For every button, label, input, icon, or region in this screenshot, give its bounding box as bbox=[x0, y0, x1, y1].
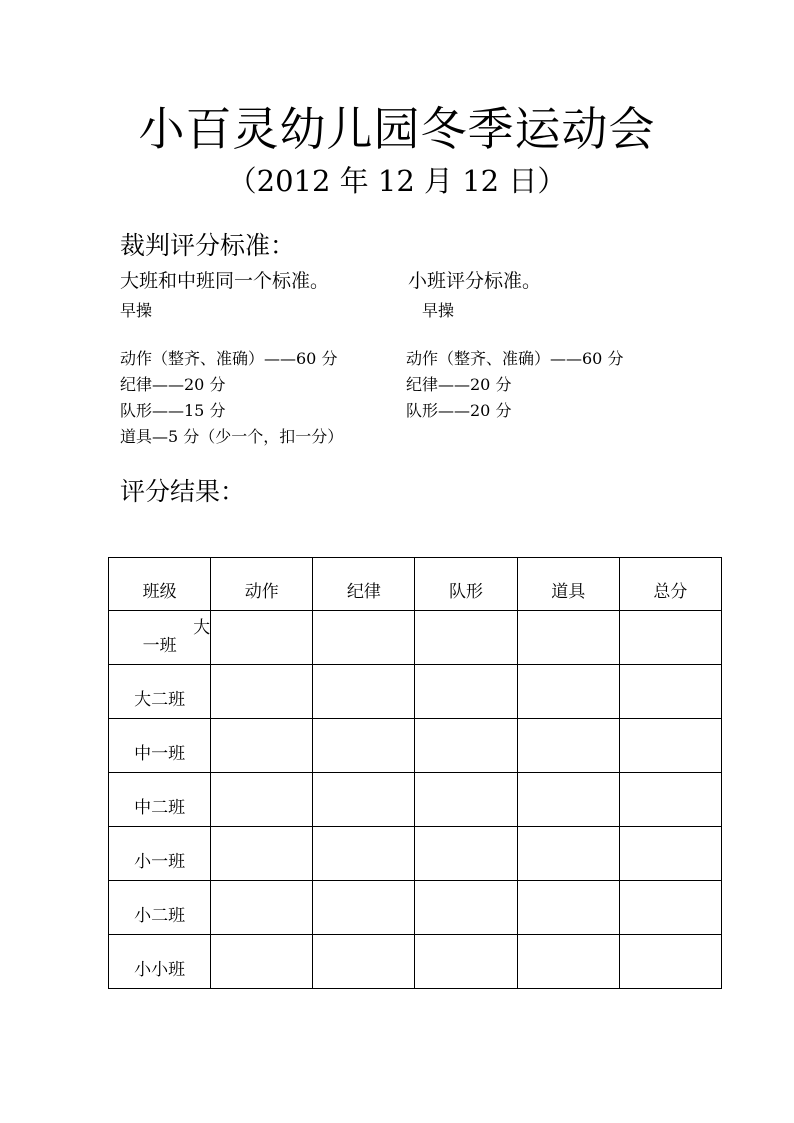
document-title: 小百灵幼儿园冬季运动会 bbox=[138, 102, 656, 156]
small-subheading: 早操 bbox=[422, 301, 455, 320]
large-middle-criteria-heading: 大班和中班同一个标准。 bbox=[120, 270, 330, 292]
large-middle-criterion: 纪律——20 分 bbox=[120, 375, 226, 394]
large-middle-criterion: 道具—5 分（少一个，扣一分） bbox=[120, 427, 344, 446]
score-cell[interactable] bbox=[619, 827, 721, 881]
results-heading: 评分结果： bbox=[120, 477, 246, 506]
score-cell[interactable] bbox=[415, 611, 517, 665]
score-cell[interactable] bbox=[415, 665, 517, 719]
table-row bbox=[109, 611, 722, 665]
small-criterion: 纪律——20 分 bbox=[406, 375, 512, 394]
score-cell[interactable] bbox=[619, 665, 721, 719]
score-cell[interactable] bbox=[517, 665, 619, 719]
results-table bbox=[108, 557, 722, 989]
class-name-cell: 中一班 bbox=[109, 719, 211, 773]
column-header-formation: 队形 bbox=[415, 558, 517, 611]
class-name-cell: 小二班 bbox=[109, 881, 211, 935]
column-header-class: 班级 bbox=[109, 558, 211, 611]
criteria-heading: 裁判评分标准： bbox=[120, 231, 296, 260]
score-cell[interactable] bbox=[415, 935, 517, 989]
class-name-cell: 中二班 bbox=[109, 773, 211, 827]
score-cell[interactable] bbox=[211, 773, 313, 827]
score-cell[interactable] bbox=[313, 773, 415, 827]
table-row bbox=[109, 719, 722, 773]
class-name-cell: 小小班 bbox=[109, 935, 211, 989]
table-row bbox=[109, 773, 722, 827]
score-cell[interactable] bbox=[619, 881, 721, 935]
class-name-part: 大 bbox=[193, 618, 211, 638]
table-row bbox=[109, 881, 722, 935]
score-cell[interactable] bbox=[517, 611, 619, 665]
score-cell[interactable] bbox=[415, 719, 517, 773]
score-cell[interactable] bbox=[313, 881, 415, 935]
small-criteria-heading: 小班评分标准。 bbox=[408, 270, 542, 292]
class-name-cell: 小一班 bbox=[109, 827, 211, 881]
large-middle-subheading: 早操 bbox=[120, 301, 153, 320]
score-cell[interactable] bbox=[415, 827, 517, 881]
small-criterion: 动作（整齐、准确）——60 分 bbox=[406, 349, 624, 368]
table-row bbox=[109, 665, 722, 719]
score-cell[interactable] bbox=[415, 773, 517, 827]
score-cell[interactable] bbox=[619, 719, 721, 773]
score-cell[interactable] bbox=[313, 611, 415, 665]
score-cell[interactable] bbox=[517, 935, 619, 989]
large-middle-criterion: 队形——15 分 bbox=[120, 401, 226, 420]
score-cell[interactable] bbox=[517, 719, 619, 773]
table-row bbox=[109, 827, 722, 881]
column-header-total: 总分 bbox=[619, 558, 721, 611]
score-cell[interactable] bbox=[619, 611, 721, 665]
score-cell[interactable] bbox=[211, 665, 313, 719]
large-middle-criterion: 动作（整齐、准确）——60 分 bbox=[120, 349, 338, 368]
score-cell[interactable] bbox=[619, 773, 721, 827]
small-criterion: 队形——20 分 bbox=[406, 401, 512, 420]
score-cell[interactable] bbox=[313, 935, 415, 989]
event-date: （2012 年 12 月 12 日） bbox=[227, 164, 567, 198]
class-name-cell: 大二班 bbox=[109, 665, 211, 719]
column-header-discipline: 纪律 bbox=[313, 558, 415, 611]
table-header-row bbox=[109, 558, 722, 611]
score-cell[interactable] bbox=[313, 665, 415, 719]
score-cell[interactable] bbox=[211, 719, 313, 773]
score-cell[interactable] bbox=[517, 773, 619, 827]
score-cell[interactable] bbox=[211, 827, 313, 881]
table-row bbox=[109, 935, 722, 989]
column-header-props: 道具 bbox=[517, 558, 619, 611]
score-cell[interactable] bbox=[415, 881, 517, 935]
class-name-cell bbox=[109, 611, 211, 665]
score-cell[interactable] bbox=[211, 611, 313, 665]
score-cell[interactable] bbox=[211, 881, 313, 935]
score-cell[interactable] bbox=[313, 719, 415, 773]
score-cell[interactable] bbox=[313, 827, 415, 881]
score-cell[interactable] bbox=[517, 881, 619, 935]
score-cell[interactable] bbox=[619, 935, 721, 989]
class-name-part: 一班 bbox=[142, 636, 177, 656]
column-header-action: 动作 bbox=[211, 558, 313, 611]
score-cell[interactable] bbox=[517, 827, 619, 881]
score-cell[interactable] bbox=[211, 935, 313, 989]
